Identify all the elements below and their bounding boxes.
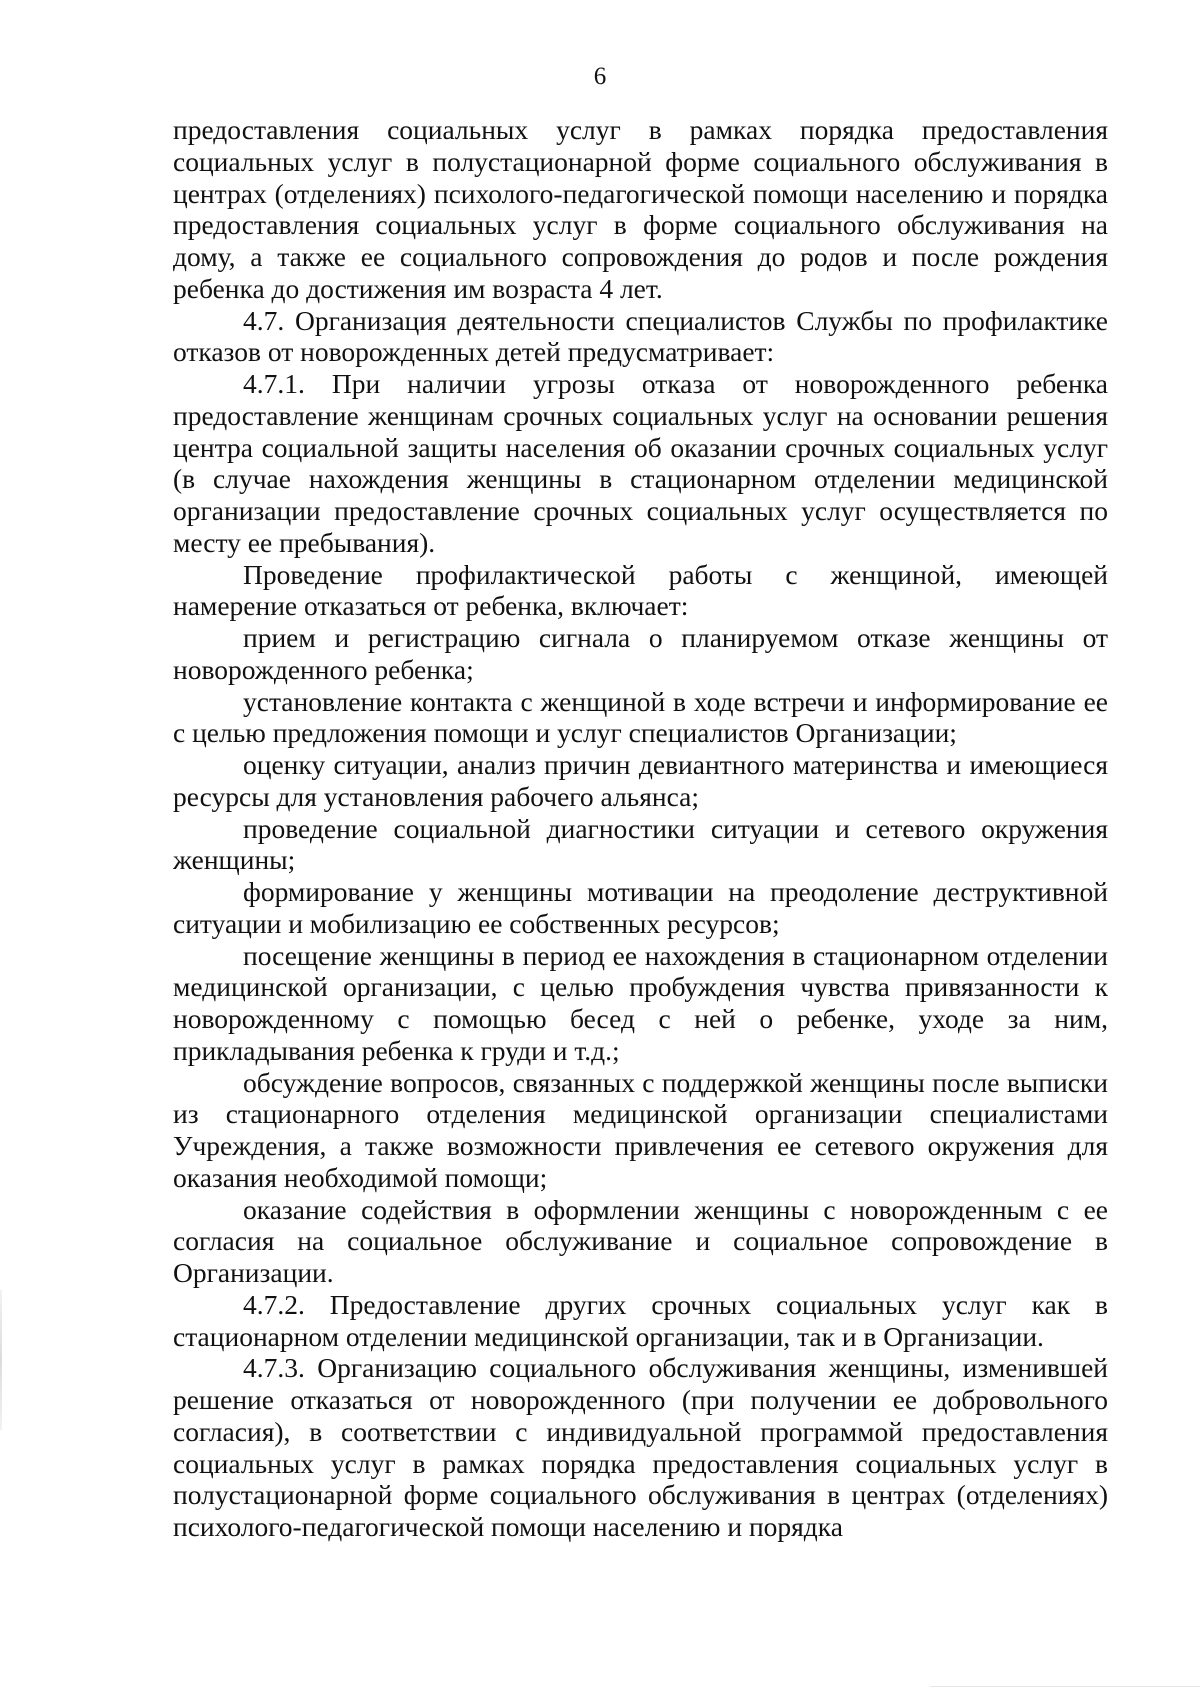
list-item-discussion: обсуждение вопросов, связанных с поддержкой женщины после выписки из стационарного отделения медицинской организации специалистами Учреждения, а также возможности привлечения ее сетевого окружения для оказания необходимой помощи; <box>173 1066 1108 1193</box>
paragraph-4-7-2: 4.7.2. Предоставление других срочных социальных услуг как в стационарном отделении медицинской организации, так и в Организации. <box>173 1288 1108 1352</box>
document-body <box>173 114 1108 1543</box>
paragraph-prevention-work: Проведение профилактической работы с женщиной, имеющей намерение отказаться от ребенка, включает: <box>173 558 1108 622</box>
list-item-signal: прием и регистрацию сигнала о планируемом отказе женщины от новорожденного ребенка; <box>173 622 1108 685</box>
list-item-visit: посещение женщины в период ее нахождения в стационарном отделении медицинской организации, с целью пробуждения чувства привязанности к новорожденному с помощью бесед с ней о ребенке, уходе за ним, прикладывания ребенка к груди и т.д.; <box>173 939 1108 1066</box>
paragraph-continuation: предоставления социальных услуг в рамках порядка предоставления социальных услуг в полустационарной форме социального обслуживания в центрах (отделениях) психолого-педагогической помощи населению и порядка предоставления социальных услуг в форме социального обслуживания на дому, а также ее социального сопровождения до родов и после рождения ребенка до достижения им возраста 4 лет. <box>173 114 1108 304</box>
list-item-assessment: оценку ситуации, анализ причин девиантного материнства и имеющиеся ресурсы для установления рабочего альянса; <box>173 749 1108 812</box>
page-number: 6 <box>593 63 607 90</box>
scan-edge-mark <box>0 1290 2 1430</box>
paragraph-4-7-3: 4.7.3. Организацию социального обслуживания женщины, изменившей решение отказаться от новорожденного (при получении ее добровольного согласия), в соответствии с индивидуальной программой предоставления социальных услуг в рамках порядка предоставления социальных услуг в полустационарной форме социального обслуживания в центрах (отделениях) психолого-педагогической помощи населению и порядка <box>173 1352 1108 1542</box>
scan-bottom-line <box>930 1686 1200 1687</box>
list-item-assistance: оказание содействия в оформлении женщины с новорожденным с ее согласия на социальное обслуживание и социальное сопровождение в Организации. <box>173 1193 1108 1288</box>
paragraph-4-7: 4.7. Организация деятельности специалистов Службы по профилактике отказов от новорожденных детей предусматривает: <box>173 304 1108 368</box>
list-item-diagnostics: проведение социальной диагностики ситуации и сетевого окружения женщины; <box>173 812 1108 876</box>
paragraph-4-7-1: 4.7.1. При наличии угрозы отказа от новорожденного ребенка предоставление женщинам срочных социальных услуг на основании решения центра социальной защиты населения об оказании срочных социальных услуг (в случае нахождения женщины в стационарном отделении медицинской организации предоставление срочных социальных услуг осуществляется по месту ее пребывания). <box>173 368 1108 558</box>
list-item-contact: установление контакта с женщиной в ходе встречи и информирование ее с целью предложения помощи и услуг специалистов Организации; <box>173 685 1108 749</box>
list-item-motivation: формирование у женщины мотивации на преодоление деструктивной ситуации и мобилизацию ее собственных ресурсов; <box>173 876 1108 939</box>
